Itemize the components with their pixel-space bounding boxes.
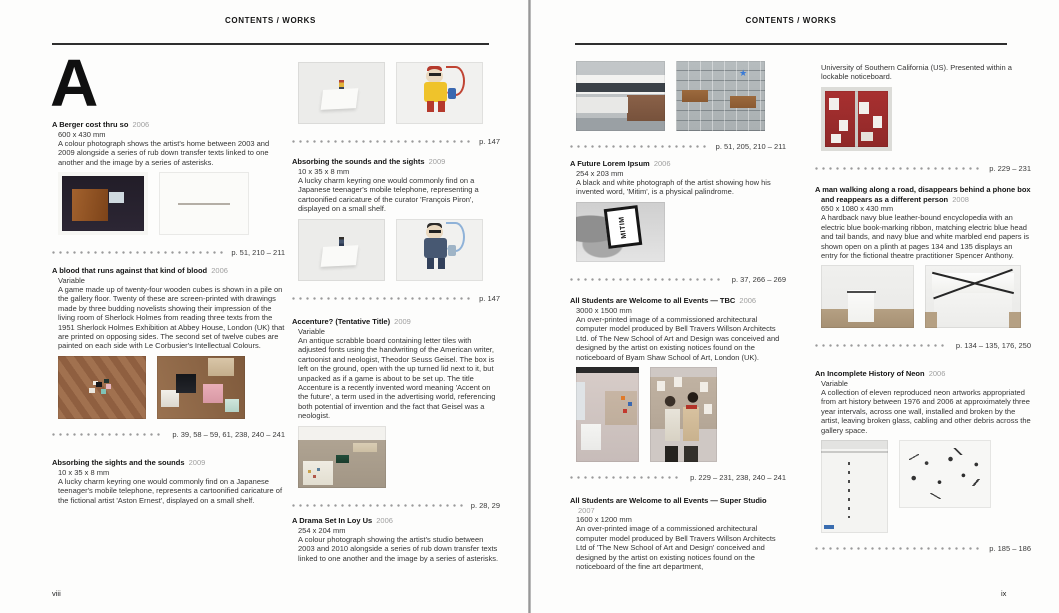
thumbnail-cubes-pile xyxy=(58,356,146,419)
entry-description: A black and white photograph of the artist showing how his invented word, 'Mitim', is a physical palindrome. xyxy=(576,177,771,197)
entry-description-continued: University of Southern California (US). Presented within a lockable noticeboard. xyxy=(821,63,1012,82)
entry-year: 2006 xyxy=(132,120,150,129)
thumbnail-row xyxy=(58,356,285,419)
figure-leg xyxy=(438,258,445,269)
page-number-right: ix xyxy=(1001,589,1007,598)
thumbnail-row xyxy=(298,62,500,124)
thumbnail-row xyxy=(58,172,285,235)
figure-body xyxy=(424,82,447,102)
dotted-leader xyxy=(570,278,724,281)
entry-dimensions: 254 x 204 mm xyxy=(298,525,346,535)
entry-title: A blood that runs against that kind of blood xyxy=(52,266,208,275)
entry-year: 2006 xyxy=(928,369,946,378)
entry-drama-set-in-loy-us xyxy=(292,516,500,563)
page-reference: p. 185 – 186 xyxy=(989,543,1031,553)
entry-dimensions: 10 x 35 x 8 mm xyxy=(58,467,110,477)
entry-berger-cost-thru-so xyxy=(52,120,285,257)
page-reference-row xyxy=(292,137,500,146)
entry-description: A game made up of twenty-four wooden cubes is shown in a pile on the gallery floor. Twenty of these are screen-printed with drawings made by three budding novelists showing their impression of the living room of Sherlock Holmes from reading three texts from the 1951 Sherlock Holmes Exhibition at Abbey House, London (UK) that are printed on opposing sides. The second set of twelve cubes are painted on each side with Le Corbusier's Intellectual Colours. xyxy=(58,284,285,351)
entry-dimensions: 10 x 35 x 8 mm xyxy=(298,166,350,176)
thumbnail-scrabble-board-floor xyxy=(298,426,386,488)
thumbnail-mitim-palindrome xyxy=(576,202,665,262)
dotted-leader xyxy=(815,167,981,170)
thumbnail-neon-wall-column xyxy=(821,440,888,533)
entry-dimensions: 600 x 430 mm xyxy=(58,129,106,139)
page-reference: p. 229 – 231 xyxy=(989,163,1031,173)
thumbnail-building-exterior xyxy=(576,61,665,131)
tiny-figure xyxy=(339,237,344,246)
entry-year: 2006 xyxy=(376,516,393,525)
entry-all-students-super-studio xyxy=(570,496,786,571)
thumbnail-row xyxy=(821,87,1031,151)
running-head-right: CONTENTS / WORKS xyxy=(745,16,837,25)
dotted-leader xyxy=(815,344,948,347)
page-reference-row xyxy=(570,142,786,151)
entry-year: 2006 xyxy=(653,159,671,168)
entry-incomplete-history-neon xyxy=(815,369,1031,553)
figure-bag xyxy=(448,245,456,256)
entry-title: A Drama Set In Loy Us xyxy=(292,516,373,525)
thumbnail-neon-debris-wall xyxy=(899,440,991,508)
thumbnail-transfer-text-card xyxy=(159,172,249,235)
entry-dimensions: 1600 x 1200 mm xyxy=(576,515,632,524)
entry-year: 2009 xyxy=(428,157,446,166)
mitim-card-label: MITIM xyxy=(618,215,629,239)
entry-future-lorem-ipsum xyxy=(570,159,786,284)
entry-description: An over-printed image of a commissioned architectural computer model produced by Bell Travers Willson Architects Ltd of 'The New School of Art and Design' conceived and designed by the artist on existing notices found on the noticeboard of the fine art department, xyxy=(576,524,776,572)
page-reference-row xyxy=(570,473,786,482)
blue-star-icon: ★ xyxy=(739,68,748,79)
page-reference: p. 37, 266 – 269 xyxy=(731,274,786,284)
dotted-leader xyxy=(292,504,463,507)
dotted-leader xyxy=(815,547,981,550)
entry-title: All Students are Welcome to all Events — Super Studio xyxy=(570,496,767,505)
thumbnail-plinth-with-book xyxy=(821,265,914,328)
page-reference-row xyxy=(52,248,285,257)
page-reference: p. 134 – 135, 176, 250 xyxy=(955,341,1031,351)
book-strap xyxy=(933,269,1013,300)
entry-year: 2009 xyxy=(188,458,206,467)
entry-title: Accenture? (Tentative Title) xyxy=(292,317,391,326)
page-number-left: viii xyxy=(52,589,61,598)
image-row-keyring-aston xyxy=(292,62,500,146)
running-head-left: CONTENTS / WORKS xyxy=(225,16,316,25)
page-reference-row xyxy=(815,164,1031,173)
entry-dimensions: Variable xyxy=(58,275,85,285)
entry-year: 2007 xyxy=(578,505,595,515)
header-rule-left xyxy=(52,43,489,45)
page-reference-row xyxy=(815,544,1031,553)
page-reference-row xyxy=(292,294,500,303)
entry-dimensions: Variable xyxy=(821,378,848,388)
entry-title: All Students are Welcome to all Events — TBC xyxy=(570,296,736,305)
entry-title: A Berger cost thru so xyxy=(52,120,129,129)
entry-dimensions: 254 x 203 mm xyxy=(576,168,624,178)
figure-glasses xyxy=(429,230,441,233)
page-reference: p. 39, 58 – 59, 61, 238, 240 – 241 xyxy=(172,429,285,439)
page-reference: p. 147 xyxy=(479,137,500,146)
dotted-leader xyxy=(52,433,164,436)
page-reference: p. 51, 210 – 211 xyxy=(231,248,285,258)
entry-year: 2006 xyxy=(739,296,757,305)
page-reference-row xyxy=(570,275,786,284)
page-reference: p. 147 xyxy=(479,293,500,303)
thumbnail-window-blue-star xyxy=(676,61,765,131)
entry-title: A Future Lorem Ipsum xyxy=(570,159,650,168)
entry-absorbing-sounds-sights xyxy=(292,157,500,303)
entry-dimensions: 3000 x 1500 mm xyxy=(576,305,632,315)
entry-title: Absorbing the sights and the sounds xyxy=(52,458,185,467)
mitim-card xyxy=(604,205,643,249)
dotted-leader xyxy=(570,476,682,479)
figure-body xyxy=(424,238,447,258)
shelf-shape xyxy=(321,245,359,267)
entry-title: A man walking along a road, disappears behind a phone box and reappears as a different person xyxy=(815,185,1031,204)
thumbnail-row xyxy=(298,426,500,488)
section-letter: A xyxy=(50,46,97,121)
thumbnail-lockable-noticeboard xyxy=(821,87,892,151)
entry-all-students-tbc xyxy=(570,296,786,482)
entry-description: A lucky charm keyring one would commonly find on a Japanese teenager's mobile telephone, representing a cartoonified caricature of the curator 'François Piron', displayed on a small shelf. xyxy=(298,175,479,214)
entry-dimensions: Variable xyxy=(298,326,325,336)
page-reference: p. 229 – 231, 238, 240 – 241 xyxy=(690,472,786,482)
page-reference-row xyxy=(292,501,500,510)
tiny-figure xyxy=(339,80,344,89)
dotted-leader xyxy=(292,297,471,300)
entry-accenture xyxy=(292,317,500,510)
entry-super-studio-continued xyxy=(815,63,1031,173)
entry-description: A colour photograph shows the artist's home between 2003 and 2009 alongside a series of rub down transfer texts linked to one another and the image by a series of asterisks. xyxy=(58,138,270,167)
entry-year: 2006 xyxy=(211,266,228,275)
figure-leg xyxy=(427,258,434,269)
entry-description: A collection of eleven reproduced neon artworks appropriated from art history between 1976 and 2006 at approximately three year intervals, across one wall, installed and broken by the artist, leaving broken glass, cabling and other debris across the gallery space. xyxy=(821,387,1031,435)
page-reference: p. 28, 29 xyxy=(470,500,500,510)
thumbnail-students-at-noticeboard xyxy=(650,367,717,462)
thumbnail-keyring-figure-blue xyxy=(396,219,483,281)
dotted-leader xyxy=(570,145,708,148)
figure-bag xyxy=(448,88,456,99)
entry-description: A lucky charm keyring one would commonly find on a Japanese teenager's mobile telephone, represents a cartoonified caricature of the fictional artist 'Aston Ernest', displayed on a small shelf. xyxy=(58,476,283,505)
entry-description: A hardback navy blue leather-bound encyclopedia with an electric blue book-marking ribbon, matching electric blue head and tail bands, and navy blue and white marbled end papers is shown open on a plinth at pages 134 and 135 displays an entry for the fictional theatre practitioner Spencer Anthony. xyxy=(821,213,1030,261)
thumbnail-cubes-closeup xyxy=(157,356,245,419)
page-reference-row xyxy=(52,430,285,439)
dotted-leader xyxy=(292,140,471,143)
thumbnail-noticeboard-interior xyxy=(576,367,639,462)
thumbnail-row xyxy=(298,219,500,281)
thumbnail-open-encyclopedia xyxy=(925,265,1021,328)
entry-year: 2008 xyxy=(952,194,969,204)
thumbnail-row xyxy=(576,61,786,131)
header-rule-right xyxy=(575,43,1007,45)
thumbnail-keyring-figure-yellow xyxy=(396,62,483,124)
page-spine-divider xyxy=(528,0,531,613)
entry-year: 2009 xyxy=(394,317,411,326)
page-reference: p. 51, 205, 210 – 211 xyxy=(715,142,786,151)
entry-absorbing-sights-sounds xyxy=(52,458,285,505)
entry-man-walking-phone-box xyxy=(815,185,1031,350)
entry-title: An Incomplete History of Neon xyxy=(815,369,925,378)
thumbnail-row xyxy=(576,367,786,462)
entry-description: An antique scrabble board containing letter tiles with adjusted fonts using the handwriting of the American writer, cartoonist and neologist, Theodor Seuss Geisel. The box is left on the ground, open with the up turned lid next to it, but unpacked as if a game is about to be set up. The title Accenture is a recently invented word meaning 'Accent on the future', a term used in the advertising world, referencing both potential of invention and the fact that Geisel was a neologist. xyxy=(298,335,496,421)
page-reference-row xyxy=(815,341,1031,350)
figure-glasses xyxy=(429,73,441,76)
entry-description: A colour photograph showing the artist's studio between 2003 and 2010 alongside a series of rub down transfer texts linked to one another and the image by a series of asterisks. xyxy=(298,534,499,563)
entry-title: Absorbing the sounds and the sights xyxy=(292,157,425,166)
thumbnail-row xyxy=(576,202,786,262)
entry-dimensions: 650 x 1080 x 430 mm xyxy=(821,204,894,213)
shelf-shape xyxy=(321,88,359,110)
dotted-leader xyxy=(52,251,223,254)
image-row-building-window xyxy=(570,61,786,151)
thumbnail-shelf-figure-aston xyxy=(298,62,385,124)
thumbnail-home-photograph xyxy=(58,172,148,235)
thumbnail-row xyxy=(821,265,1031,328)
figure-leg xyxy=(427,101,434,112)
thumbnail-shelf-figure-piron xyxy=(298,219,385,281)
figure-leg xyxy=(438,101,445,112)
entry-description: An over-printed image of a commissioned architectural computer model produced by Bell Travers Willson Architects Ltd. of The New School of Art and Design was conceived and designed by the artist on existing notices found on the noticeboard of Byam Shaw School of Art, London (UK). xyxy=(576,314,780,362)
entry-blood-that-runs xyxy=(52,266,285,439)
thumbnail-row xyxy=(821,440,1031,533)
